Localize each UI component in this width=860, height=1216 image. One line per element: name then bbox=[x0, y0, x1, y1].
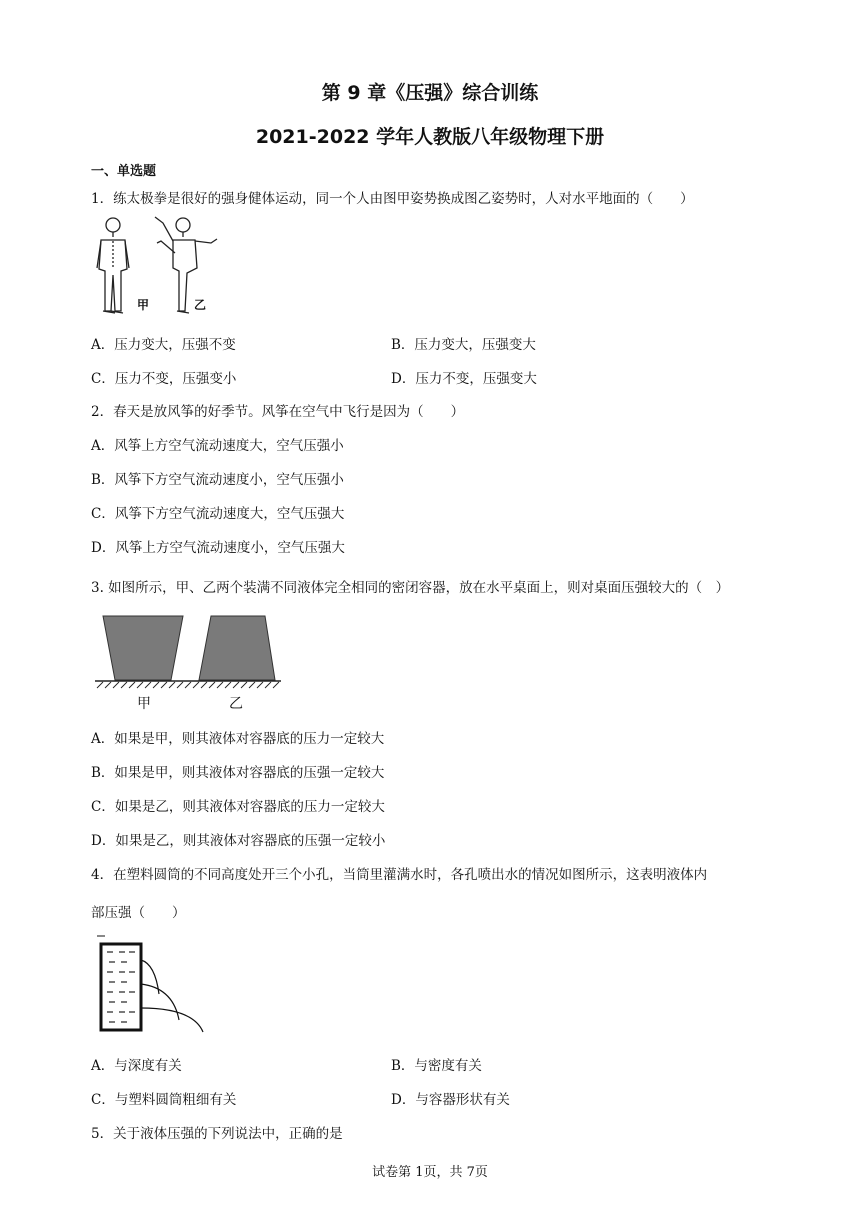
question-3-figure bbox=[95, 612, 285, 712]
question-1-option-b[interactable]: B．压力变大，压强变大 bbox=[391, 337, 536, 353]
question-1-option-a[interactable]: A．压力变大，压强不变 bbox=[91, 337, 236, 353]
water-dashes bbox=[107, 952, 135, 1022]
question-4-option-a[interactable]: A．与深度有关 bbox=[91, 1058, 182, 1074]
question-2-option-c[interactable]: C．风筝下方空气流动速度大，空气压强大 bbox=[91, 506, 345, 522]
question-4-option-b[interactable]: B．与密度有关 bbox=[391, 1058, 482, 1074]
question-4-stem-line1: 4．在塑料圆筒的不同高度处开三个小孔，当筒里灌满水时，各孔喷出水的情况如图所示，这表明液体内 bbox=[91, 867, 708, 883]
question-4-option-c[interactable]: C．与塑料圆筒粗细有关 bbox=[91, 1092, 237, 1108]
page-subtitle: 2021-2022 学年人教版八年级物理下册 bbox=[255, 126, 605, 148]
page-footer: 试卷第 1页，共 7页 bbox=[372, 1165, 488, 1180]
tai-chi-person-illustration bbox=[155, 217, 217, 313]
figure-label-jia: 甲 bbox=[137, 696, 151, 712]
question-3-stem: 3. 如图所示，甲、乙两个装满不同液体完全相同的密闭容器，放在水平桌面上，则对桌面压强较大的（ ） bbox=[91, 580, 730, 596]
question-4-option-d[interactable]: D．与容器形状有关 bbox=[391, 1092, 510, 1108]
question-3-option-a[interactable]: A．如果是甲，则其液体对容器底的压力一定较大 bbox=[91, 731, 385, 747]
figure-label-jia: 甲 bbox=[137, 298, 150, 312]
figure-label-yi: 乙 bbox=[194, 298, 207, 312]
question-1-stem: 1．练太极拳是很好的强身健体运动，同一个人由图甲姿势换成图乙姿势时，人对水平地面的（ ） bbox=[91, 191, 694, 207]
figure-label-yi: 乙 bbox=[229, 696, 243, 712]
question-2-option-b[interactable]: B．风筝下方空气流动速度小，空气压强小 bbox=[91, 472, 344, 488]
question-5-stem: 5．关于液体压强的下列说法中，正确的是 bbox=[91, 1126, 343, 1142]
question-3-option-b[interactable]: B．如果是甲，则其液体对容器底的压强一定较大 bbox=[91, 765, 385, 781]
container-jia bbox=[103, 616, 183, 680]
section-heading: 一、单选题 bbox=[91, 164, 157, 179]
page-title: 第 9 章《压强》综合训练 bbox=[321, 82, 539, 104]
question-2-stem: 2．春天是放风筝的好季节。风筝在空气中飞行是因为（ ） bbox=[91, 404, 465, 420]
question-4-figure bbox=[95, 934, 215, 1034]
question-1-option-d[interactable]: D．压力不变，压强变大 bbox=[391, 371, 537, 387]
table-hatching bbox=[97, 682, 279, 688]
standing-person-illustration bbox=[97, 218, 129, 313]
question-1-option-c[interactable]: C．压力不变，压强变小 bbox=[91, 371, 237, 387]
question-3-option-d[interactable]: D．如果是乙，则其液体对容器底的压强一定较小 bbox=[91, 833, 386, 849]
question-4-stem-line2: 部压强（ ） bbox=[91, 905, 186, 921]
water-cylinder bbox=[97, 936, 141, 1030]
question-1-figure bbox=[91, 213, 221, 318]
water-jets bbox=[141, 960, 203, 1032]
container-yi bbox=[199, 616, 275, 680]
question-2-option-d[interactable]: D．风筝上方空气流动速度小，空气压强大 bbox=[91, 540, 345, 556]
question-2-option-a[interactable]: A．风筝上方空气流动速度大，空气压强小 bbox=[91, 438, 344, 454]
question-3-option-c[interactable]: C．如果是乙，则其液体对容器底的压力一定较大 bbox=[91, 799, 385, 815]
